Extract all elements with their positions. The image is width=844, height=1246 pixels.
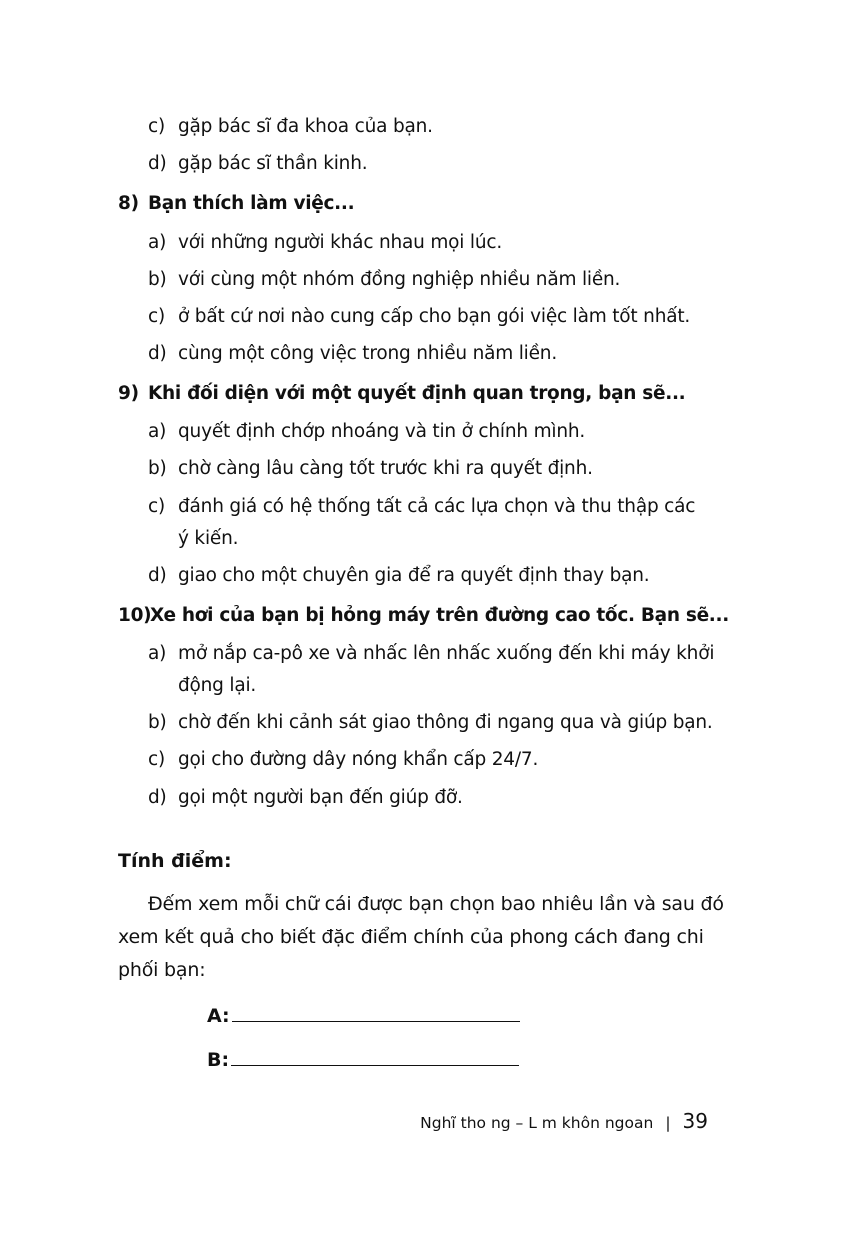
option-item: [148, 301, 690, 333]
option-item: [148, 148, 367, 180]
option-item: [148, 338, 557, 370]
option-item: [148, 416, 585, 448]
footer-separator: |: [665, 1114, 671, 1132]
answer-blank-a: [207, 997, 520, 1032]
blank-line: [231, 1041, 519, 1066]
scoring-paragraph-line: xem kết quả cho biết đặc điểm chính của phong cách đang chi: [118, 926, 704, 948]
option-text: với cùng một nhóm đồng nghiệp nhiều năm liền.: [178, 269, 621, 290]
option-text: giao cho một chuyên gia để ra quyết định thay bạn.: [178, 565, 650, 586]
option-item: [148, 227, 502, 259]
running-title: Nghĩ tho ng – L m khôn ngoan: [420, 1114, 654, 1132]
option-item: [148, 782, 463, 814]
option-text-continued: ý kiến.: [178, 528, 239, 549]
option-text: gọi một người bạn đến giúp đỡ.: [178, 787, 463, 808]
blank-line: [232, 997, 520, 1022]
question-text: Xe hơi của bạn bị hỏng máy trên đường cao tốc. Bạn sẽ...: [150, 605, 729, 626]
option-letter: c): [148, 496, 165, 517]
page-number: 39: [682, 1109, 708, 1133]
option-text: chờ càng lâu càng tốt trước khi ra quyết định.: [178, 458, 593, 479]
question-text: Bạn thích làm việc...: [148, 193, 355, 214]
option-item: [148, 638, 714, 670]
option-text: gọi cho đường dây nóng khẩn cấp 24/7.: [178, 749, 539, 770]
option-letter: a): [148, 421, 167, 442]
option-letter: c): [148, 749, 165, 770]
option-text: đánh giá có hệ thống tất cả các lựa chọn và thu thập các: [178, 496, 696, 517]
option-text: mở nắp ca-pô xe và nhấc lên nhấc xuống đến khi máy khởi: [178, 643, 715, 664]
option-item: [148, 111, 433, 143]
question-number: 9): [118, 383, 139, 404]
question-number: 8): [118, 193, 139, 214]
option-letter: a): [148, 643, 167, 664]
question-text: Khi đối diện với một quyết định quan trọng, bạn sẽ...: [148, 383, 686, 404]
option-item: [148, 264, 620, 296]
option-text-continued: động lại.: [178, 675, 257, 696]
scoring-paragraph-line: Đếm xem mỗi chữ cái được bạn chọn bao nhiêu lần và sau đó: [148, 893, 724, 915]
blank-label: B:: [207, 1049, 230, 1071]
option-text: chờ đến khi cảnh sát giao thông đi ngang qua và giúp bạn.: [178, 712, 713, 733]
question-9: [118, 378, 685, 410]
option-letter: b): [148, 269, 167, 290]
page-footer: [420, 1106, 708, 1138]
option-item: [148, 560, 649, 592]
question-number: 10): [118, 605, 152, 626]
question-8: [118, 188, 354, 220]
option-item: [148, 707, 713, 739]
option-letter: d): [148, 787, 167, 808]
option-letter: d): [148, 565, 167, 586]
option-letter: a): [148, 232, 167, 253]
option-letter: b): [148, 712, 167, 733]
option-text: ở bất cứ nơi nào cung cấp cho bạn gói việc làm tốt nhất.: [178, 306, 691, 327]
option-letter: d): [148, 153, 167, 174]
option-letter: d): [148, 343, 167, 364]
option-letter: c): [148, 116, 165, 137]
option-item: [148, 491, 695, 523]
option-text: quyết định chớp nhoáng và tin ở chính mình.: [178, 421, 586, 442]
option-text: gặp bác sĩ đa khoa của bạn.: [178, 116, 433, 137]
option-text: với những người khác nhau mọi lúc.: [178, 232, 503, 253]
option-item: [148, 744, 538, 776]
option-letter: b): [148, 458, 167, 479]
scoring-heading: Tính điểm:: [118, 850, 232, 872]
option-item: [148, 453, 593, 485]
question-10: [118, 600, 729, 632]
blank-label: A:: [207, 1005, 230, 1027]
option-text: gặp bác sĩ thần kinh.: [178, 153, 368, 174]
scoring-paragraph-line: phối bạn:: [118, 959, 206, 981]
answer-blank-b: [207, 1041, 519, 1076]
option-letter: c): [148, 306, 165, 327]
option-text: cùng một công việc trong nhiều năm liền.: [178, 343, 558, 364]
